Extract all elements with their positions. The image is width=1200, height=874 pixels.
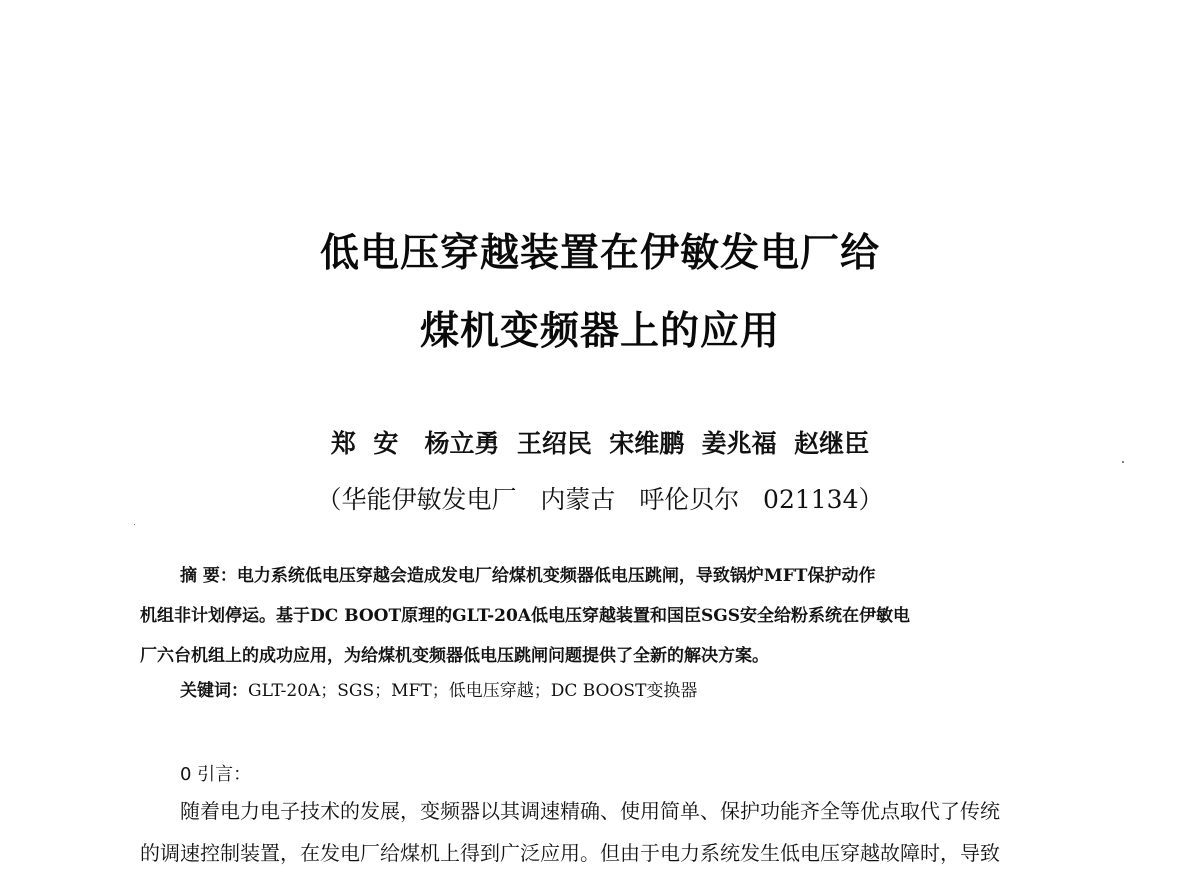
scan-speck <box>134 524 135 525</box>
author-list: 郑 安 杨立勇 王绍民 宋维鹏 姜兆福 赵继臣 <box>330 429 870 458</box>
paper-title-line-2: 煤机变频器上的应用 <box>419 309 780 354</box>
scan-speck <box>1122 461 1124 463</box>
body-paragraph <box>140 790 1080 874</box>
paper-title-line-1: 低电压穿越装置在伊敏发电厂给 <box>319 231 880 276</box>
keywords-label: 关键词： <box>180 681 248 701</box>
abstract-line-2: 机组非计划停运。基于DC BOOT原理的GLT-20A低电压穿越装置和国臣SGS安全给粉系统在伊敏电 <box>140 606 911 626</box>
abstract-line-3: 厂六台机组上的成功应用，为给煤机变频器低电压跳闸问题提供了全新的解决方案。 <box>140 646 769 666</box>
abstract-label: 摘 要： <box>180 566 237 586</box>
abstract-text-1: 电力系统低电压穿越会造成发电厂给煤机变频器低电压跳闸，导致锅炉MFT保护动作 <box>236 566 876 586</box>
keywords-text: GLT-20A；SGS；MFT；低电压穿越；DC BOOST变换器 <box>248 681 698 701</box>
body-line-1: 随着电力电子技术的发展，变频器以其调速精确、使用简单、保护功能齐全等优点取代了传统 <box>180 799 1000 823</box>
author-affiliation: （华能伊敏发电厂 内蒙古 呼伦贝尔 021134） <box>316 485 884 514</box>
section-heading: 0 引言： <box>180 764 252 785</box>
abstract-line-1 <box>140 556 1070 596</box>
abstract-block <box>140 556 1070 676</box>
keywords-line <box>180 676 697 701</box>
body-line-2: 的调速控制装置，在发电厂给煤机上得到广泛应用。但由于电力系统发生低电压穿越故障时，导致 <box>140 841 1000 865</box>
